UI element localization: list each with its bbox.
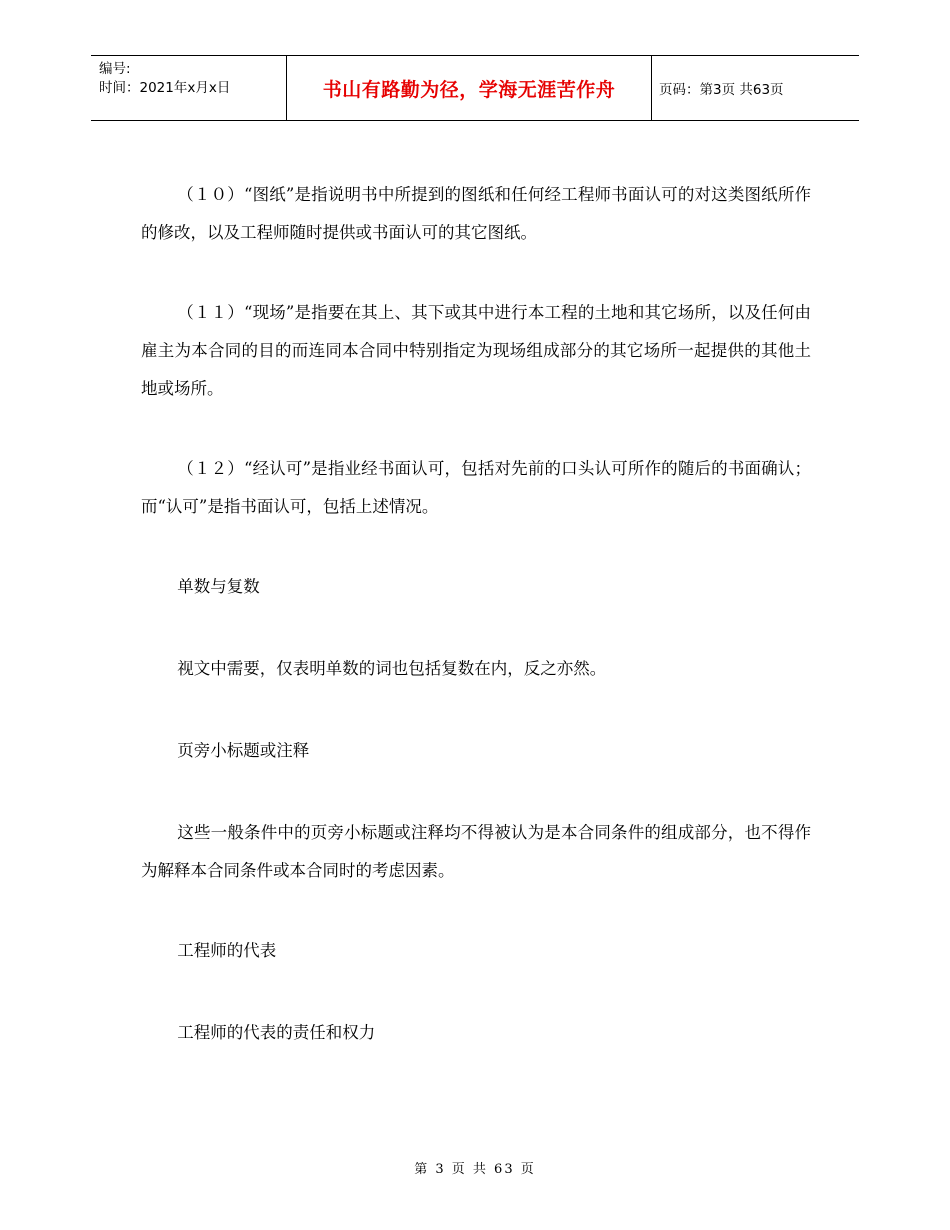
header-page-number: 页码：第3页 共63页 [659, 82, 784, 98]
section-heading-singular-plural: 单数与复数 [177, 577, 260, 596]
document-number-label: 编号: [99, 61, 131, 77]
page-footer: 第 3 页 共 63 页 [414, 1162, 536, 1177]
paragraph-singular-plural: 视文中需要，仅表明单数的词也包括复数在内，反之亦然。 [177, 659, 607, 678]
paragraph-marginal-notes: 这些一般条件中的页旁小标题或注释均不得被认为是本合同条件的组成部分，也不得作为解释本合同条件或本合同时的考虑因素。 [141, 823, 811, 880]
section-heading-representative-duties: 工程师的代表的责任和权力 [177, 1023, 376, 1042]
header-meta [99, 60, 230, 98]
document-body [141, 176, 811, 1096]
paragraph-site-definition: （１１）“现场”是指要在其上、其下或其中进行本工程的土地和其它场所，以及任何由雇主为本合同的目的而连同本合同中特别指定为现场组成部分的其它场所一起提供的其他土地或场所。 [141, 303, 811, 398]
paragraph-approved-definition: （１２）“经认可”是指业经书面认可，包括对先前的口头认可所作的随后的书面确认；而“认可”是指书面认可，包括上述情况。 [141, 459, 811, 516]
paragraph-drawings-definition: （１０）“图纸”是指说明书中所提到的图纸和任何经工程师书面认可的对这类图纸所作的修改，以及工程师随时提供或书面认可的其它图纸。 [141, 185, 811, 242]
header-motto: 书山有路勤为径，学海无涯苦作舟 [286, 56, 652, 120]
page-header [91, 55, 859, 121]
document-time-label: 时间：2021年x月x日 [99, 80, 231, 96]
section-heading-marginal-notes: 页旁小标题或注释 [177, 741, 310, 760]
section-heading-engineers-representative: 工程师的代表 [177, 941, 277, 960]
